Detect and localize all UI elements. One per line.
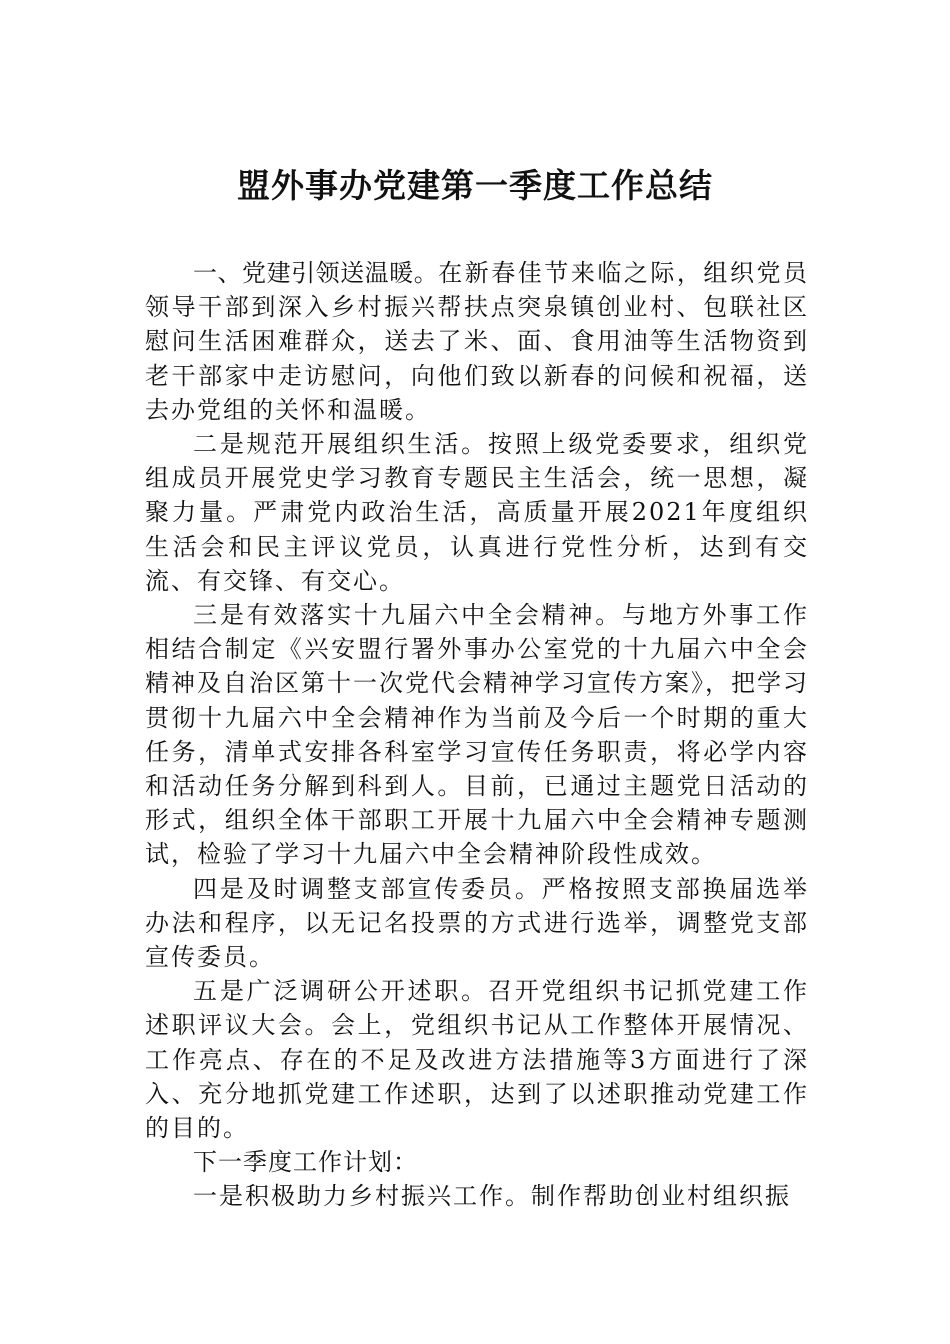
paragraph-3-text: 三是有效落实十九届六中全会精神。与地方外事工作相结合制定《兴安盟行署外事办公室党的十九届六中全会精神及自治区第十一次党代会精神学习宣传方案》，把学习贯彻十九届六中全会精神作为当前及今后一个时期的重大任务，清单式安排各科室学习宣传任务职责，将必学内容和活动任务分解到科到人。目前，已通过主题党日活动的形式，组织全体干部职工开展十九届六中全会精神专题测试，检验了学习十九届六中全会精神阶段性成效。 bbox=[145, 601, 809, 869]
paragraph-2 bbox=[145, 427, 809, 598]
document-body bbox=[145, 256, 809, 1214]
paragraph-1-lead: 一、党建引领送温暖。 bbox=[193, 259, 439, 287]
paragraph-5 bbox=[145, 974, 809, 1145]
plan-heading: 下一季度工作计划： bbox=[193, 1148, 418, 1177]
plan-paragraph-1 bbox=[145, 1179, 809, 1213]
paragraph-3 bbox=[145, 598, 809, 872]
document-title: 盟外事办党建第一季度工作总结 bbox=[237, 166, 713, 205]
paragraph-1 bbox=[145, 256, 809, 427]
paragraph-2-text: 二是规范开展组织生活。按照上级党委要求，组织党组成员开展党史学习教育专题民主生活会，统一思想，凝聚力量。严肃党内政治生活，高质量开展2021年度组织生活会和民主评议党员，认真进行党性分析，达到有交流、有交锋、有交心。 bbox=[145, 430, 809, 595]
paragraph-4-text: 四是及时调整支部宣传委员。严格按照支部换届选举办法和程序，以无记名投票的方式进行选举，调整党支部宣传委员。 bbox=[145, 874, 809, 972]
plan-paragraph-1-text: 一是积极助力乡村振兴工作。制作帮助创业村组织振 bbox=[193, 1182, 791, 1211]
paragraph-1-text: 在新春佳节来临之际，组织党员领导干部到深入乡村振兴帮扶点突泉镇创业村、包联社区慰问生活困难群众，送去了米、面、食用油等生活物资到老干部家中走访慰问，向他们致以新春的问候和祝福，送去办党组的关怀和温暖。 bbox=[145, 259, 810, 424]
paragraph-5-text: 五是广泛调研公开述职。召开党组织书记抓党建工作述职评议大会。会上，党组织书记从工作整体开展情况、工作亮点、存在的不足及改进方法措施等3方面进行了深入、充分地抓党建工作述职，达到了以述职推动党建工作的目的。 bbox=[145, 977, 809, 1143]
paragraph-4 bbox=[145, 872, 809, 975]
